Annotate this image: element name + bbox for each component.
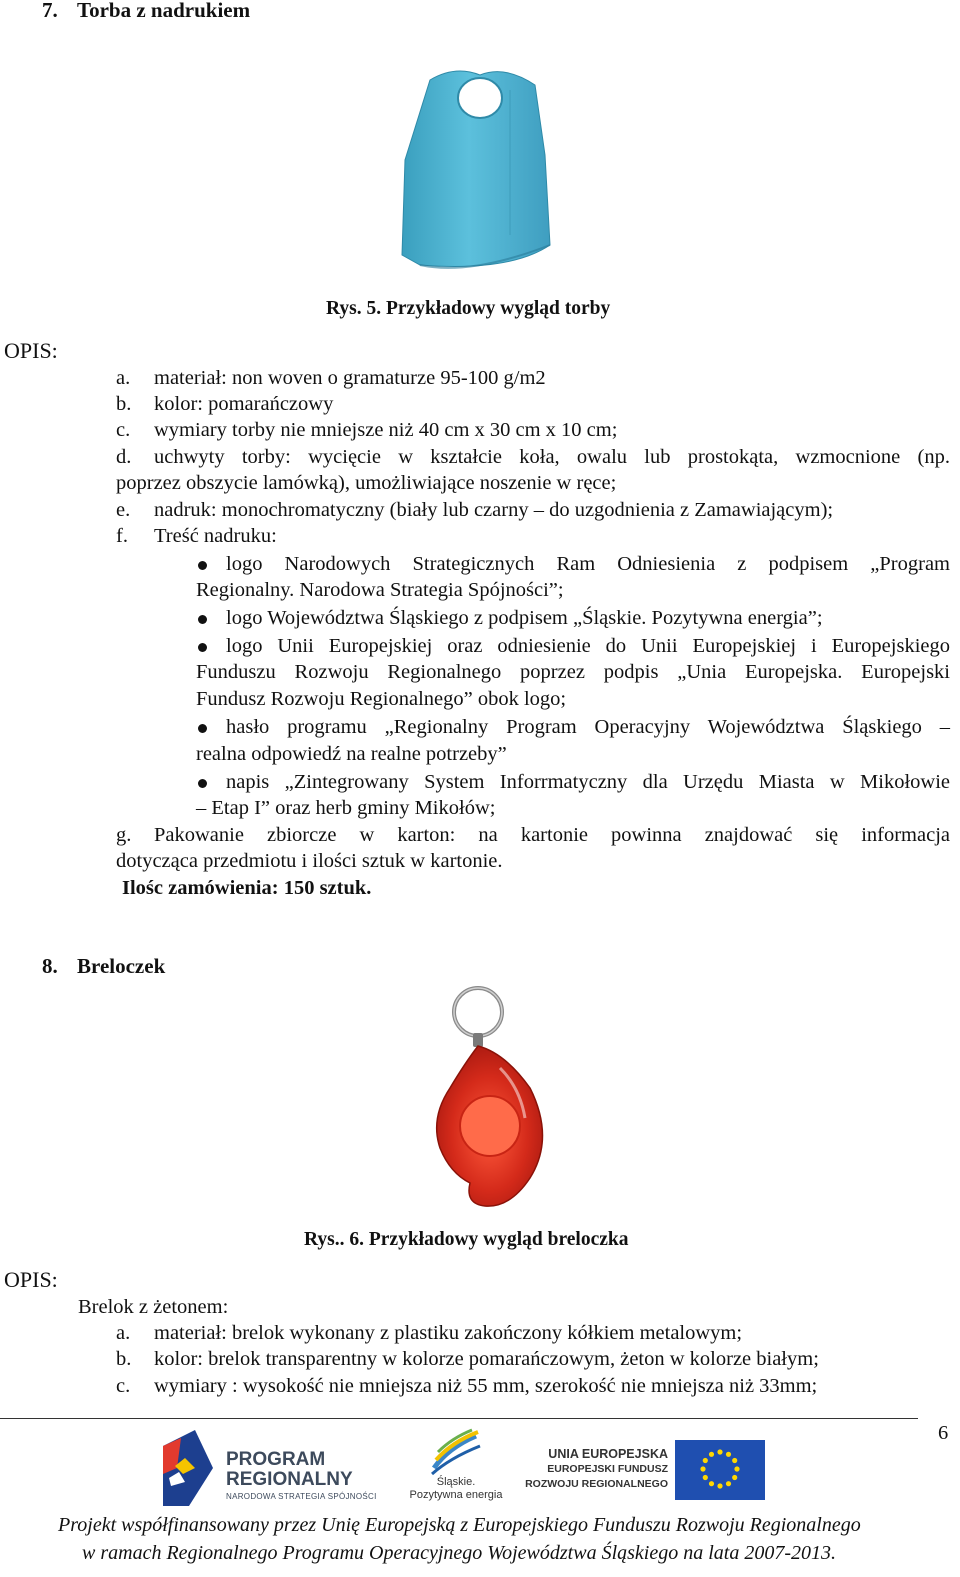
list-item: b. kolor: pomarańczowy — [116, 393, 334, 415]
page-number: 6 — [938, 1422, 949, 1444]
bullet-item-continuation: realna odpowiedź na realne potrzeby” — [196, 743, 507, 765]
list-item: a. materiał: brelok wykonany z plastiku zakończony kółkiem metalowym; — [116, 1322, 743, 1344]
footer-divider — [0, 1418, 918, 1419]
bullet-item-continuation: – Etap I” oraz herb gminy Mikołów; — [196, 797, 496, 819]
list-item: a. materiał: non woven o gramaturze 95-100 g/m2 — [116, 367, 546, 389]
section-7-heading — [42, 0, 250, 23]
bag-caption: Rys. 5. Przykładowy wygląd torby — [326, 298, 611, 319]
keychain-intro: Brelok z żetonem: — [78, 1296, 229, 1318]
opis-label: OPIS: — [4, 338, 58, 363]
list-item-continuation: poprzez obszycie lamówką), umożliwiające noszenie w ręce; — [116, 472, 617, 494]
list-item: c. wymiary torby nie mniejsze niż 40 cm x 30 cm x 10 cm; — [116, 419, 618, 441]
bag-image — [360, 50, 600, 280]
bullet-item: logo Narodowych Strategicznych Ram Odniesienia z podpisem „Program — [226, 553, 950, 575]
opis-label: OPIS: — [4, 1267, 58, 1292]
section-title: Breloczek — [77, 954, 166, 978]
section-number: 8. — [42, 954, 58, 978]
bullet-item: logo Unii Europejskiej oraz odniesienie do Unii Europejskiej i Europejskiego — [226, 635, 950, 657]
bullet-icon — [198, 643, 207, 652]
program-regionalny-logo-text: PROGRAM REGIONALNY NARODOWA STRATEGIA SPÓJNOŚCI — [226, 1449, 377, 1501]
bullet-icon — [198, 561, 207, 570]
footer-funding-line-1: Projekt współfinansowany przez Unię Europejską z Europejskiego Funduszu Rozwoju Regionalnego — [58, 1514, 861, 1536]
section-8-heading — [42, 954, 165, 979]
eu-logo-text: UNIA EUROPEJSKA EUROPEJSKI FUNDUSZ ROZWOJU REGIONALNEGO — [525, 1447, 668, 1490]
section-number: 7. — [42, 0, 58, 22]
list-item: f. Treść nadruku: — [116, 525, 277, 547]
list-item: e. nadruk: monochromatyczny (biały lub czarny – do uzgodnienia z Zamawiającym); — [116, 499, 834, 521]
section-title: Torba z nadrukiem — [77, 0, 251, 22]
list-item-continuation: dotycząca przedmiotu i ilości sztuk w kartonie. — [116, 850, 503, 872]
bullet-item: logo Województwa Śląskiego z podpisem „Śląskie. Pozytywna energia”; — [226, 607, 823, 629]
bullet-item-continuation: Funduszu Rozwoju Regionalnego poprzez podpis „Unia Europejska. Europejski — [196, 661, 950, 683]
list-item: d. uchwyty torby: wycięcie w kształcie koła, owalu lub prostokąta, wzmocnione (np. — [116, 446, 950, 468]
bullet-icon — [198, 724, 207, 733]
bullet-item: hasło programu „Regionalny Program Operacyjny Województwa Śląskiego – — [226, 716, 950, 738]
eu-flag-icon — [675, 1440, 765, 1500]
program-regionalny-logo-icon — [155, 1428, 219, 1510]
order-quantity: Ilośc zamówienia: 150 sztuk. — [122, 877, 372, 899]
bullet-icon — [198, 779, 207, 788]
list-item: g. Pakowanie zbiorcze w karton: na kartonie powinna znajdować się informacja — [116, 824, 950, 846]
bullet-item-continuation: Regionalny. Narodowa Strategia Spójności”; — [196, 579, 564, 601]
slaskie-logo-text: Śląskie. Pozytywna energia — [409, 1476, 503, 1501]
keychain-image — [380, 978, 580, 1218]
keychain-caption: Rys.. 6. Przykładowy wygląd breloczka — [304, 1229, 629, 1250]
list-item: b. kolor: brelok transparentny w kolorze pomarańczowym, żeton w kolorze białym; — [116, 1348, 819, 1370]
bullet-icon — [198, 615, 207, 624]
footer-funding-line-2: w ramach Regionalnego Programu Operacyjnego Województwa Śląskiego na lata 2007-2013. — [82, 1542, 837, 1564]
bullet-item: napis „Zintegrowany System Inforrmatyczny dla Urzędu Miasta w Mikołowie — [226, 771, 950, 793]
list-item: c. wymiary : wysokość nie mniejsza niż 55 mm, szerokość nie mniejsza niż 33mm; — [116, 1375, 818, 1397]
slaskie-logo-icon — [428, 1428, 484, 1476]
bullet-item-continuation: Fundusz Rozwoju Regionalnego” obok logo; — [196, 688, 567, 710]
